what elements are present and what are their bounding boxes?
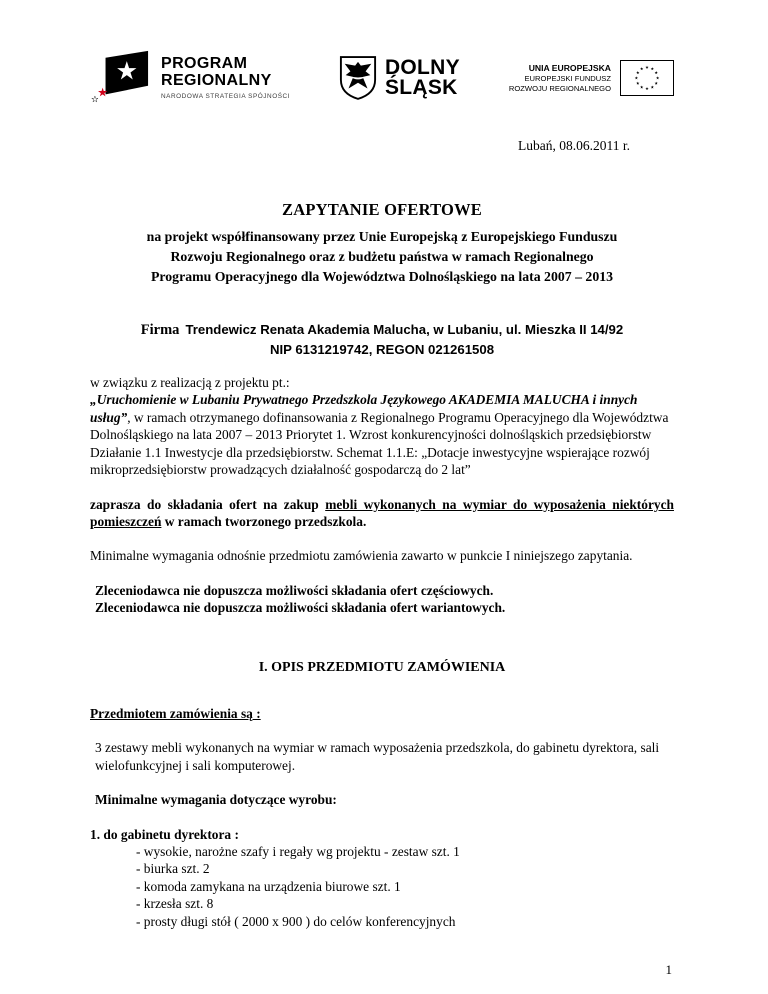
project-paragraph <box>90 374 674 479</box>
subtitle-line: Programu Operacyjnego dla Województwa Dolnośląskiego na lata 2007 – 2013 <box>150 269 614 284</box>
subtitle-line: Rozwoju Regionalnego oraz z budżetu państwa w ramach Regionalnego <box>170 249 594 264</box>
project-intro: w związku z realizacją z projektu pt.: <box>90 375 290 390</box>
program-regionalny-line3: NARODOWA STRATEGIA SPÓJNOŚCI <box>161 92 291 100</box>
list-item: - krzesła szt. 8 <box>136 896 214 912</box>
project-quote: „Uruchomienie w Lubaniu Prywatnego Przedszkola Językowego AKADEMIA MALUCHA i innych usług” <box>90 392 638 425</box>
section-title: I. OPIS PRZEDMIOTU ZAMÓWIENIA <box>258 659 506 675</box>
unia-europejska-line3: ROZWOJU REGIONALNEGO <box>508 83 611 93</box>
program-regionalny-logo <box>90 49 290 107</box>
date-line: Lubań, 08.06.2011 r. <box>518 138 630 153</box>
document-body <box>90 374 674 930</box>
header-logos <box>90 34 674 122</box>
document-subtitle <box>90 227 674 287</box>
min-requirements-heading: Minimalne wymagania dotyczące wyrobu: <box>95 792 337 808</box>
unia-europejska-text <box>509 63 611 94</box>
list-item: - komoda zamykana na urządzenia biurowe szt. 1 <box>136 878 401 894</box>
program-regionalny-line2: REGIONALNY <box>161 72 272 89</box>
dolny-slask-text <box>385 58 460 97</box>
company-name: Trendewicz Renata Akademia Malucha, w Lubaniu, ul. Mieszka II 14/92 <box>185 322 624 337</box>
list-item: - wysokie, narożne szafy i regały wg projektu - zestaw szt. 1 <box>136 843 460 859</box>
nss-flag-icon <box>90 49 152 107</box>
company-registration: NIP 6131219742, REGON 021261508 <box>269 342 495 357</box>
unia-europejska-line1: UNIA EUROPEJSKA <box>528 62 611 73</box>
eu-flag-icon <box>620 60 674 96</box>
list1-items <box>90 843 674 930</box>
dolny-slask-line1: DOLNY <box>384 56 460 80</box>
dolny-slask-eagle-icon <box>339 55 377 101</box>
list-item: - biurka szt. 2 <box>136 861 210 877</box>
company-label: Firma <box>140 322 180 338</box>
invitation-paragraph <box>90 496 674 531</box>
program-regionalny-text <box>161 56 290 100</box>
page-number: 1 <box>665 962 672 977</box>
list1-heading: 1. do gabinetu dyrektora : <box>90 826 239 842</box>
subject-text: 3 zestawy mebli wykonanych na wymiar w ramach wyposażenia przedszkola, do gabinetu dyrektora, sali wielofunkcyjnej i sali komputerowej. <box>95 740 660 773</box>
project-rest: , w ramach otrzymanego dofinansowania z Regionalnego Programu Operacyjnego dla Województwa Dolnośląskiego na lata 2007 – 2013 Priorytet 1. Wzrost konkurencyjności dolnośląskich przedsiębiorstw Działanie 1.1 Inwestycje dla przedsiębiorstw. Schemat 1.1.E: „Dotacje inwestycyjne wspierające rozwój mikroprzedsiębiorstw prowadzących działalność gospodarczą do 2 lat” <box>90 409 669 478</box>
conditions-block <box>90 582 674 617</box>
list-item: - prosty długi stół ( 2000 x 900 ) do celów konferencyjnych <box>136 913 456 929</box>
unia-europejska-logo <box>509 60 674 96</box>
dolny-slask-line2: ŚLĄSK <box>384 76 458 99</box>
program-regionalny-line1: PROGRAM <box>161 55 248 73</box>
subtitle-line: na projekt współfinansowany przez Unie Europejską z Europejskiego Funduszu <box>146 229 618 244</box>
dolny-slask-logo <box>339 55 460 101</box>
invitation-underlined: mebli wykonanych na wymiar do wyposażenia niektórych pomieszczeń <box>90 496 674 529</box>
subject-heading: Przedmiotem zamówienia są : <box>90 705 261 721</box>
document-title: ZAPYTANIE OFERTOWE <box>282 200 482 219</box>
requirements-note: Minimalne wymagania odnośnie przedmiotu zamówienia zawarto w punkcie I niniejszego zapytania. <box>90 548 633 564</box>
unia-europejska-line2: EUROPEJSKI FUNDUSZ <box>524 73 611 83</box>
company-block <box>90 321 674 357</box>
condition-line: Zleceniodawca nie dopuszcza możliwości składania ofert wariantowych. <box>95 600 506 616</box>
invitation-part2: w ramach tworzonego przedszkola. <box>161 513 367 529</box>
invitation-part1: zaprasza do składania ofert na zakup <box>90 496 326 512</box>
condition-line: Zleceniodawca nie dopuszcza możliwości składania ofert częściowych. <box>95 582 494 598</box>
